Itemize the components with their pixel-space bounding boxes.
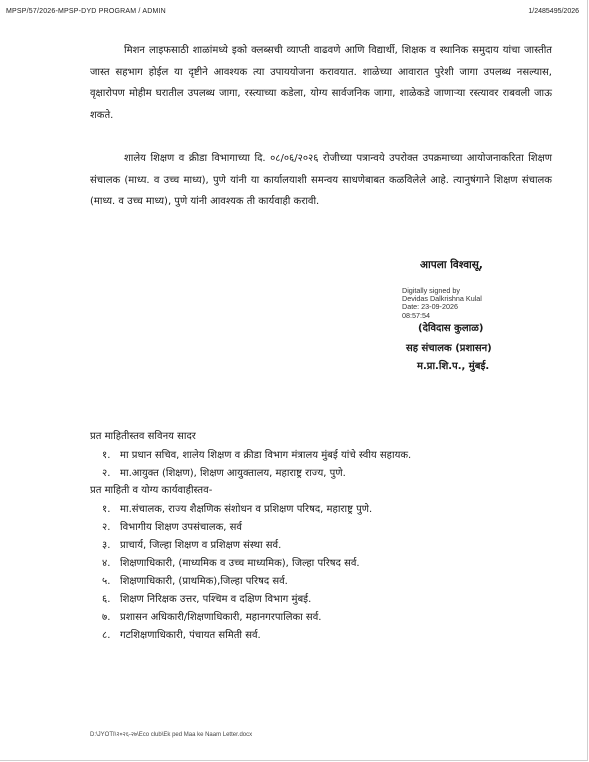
list-item-number: ३. bbox=[102, 540, 111, 551]
list-item bbox=[102, 627, 261, 641]
list-item bbox=[102, 501, 372, 515]
closing-salutation: आपला विश्वासू, bbox=[420, 259, 483, 271]
reference-number: MPSP/57/2026-MPSP-DYD PROGRAM / ADMIN bbox=[6, 8, 166, 15]
list-item-number: २. bbox=[102, 468, 111, 479]
body-paragraph-2 bbox=[90, 148, 552, 213]
list-item-text: शिक्षण निरिक्षक उत्तर, पश्चिम व दक्षिण विभाग मुंबई. bbox=[120, 594, 312, 605]
list-item-text: प्राचार्य, जिल्हा शिक्षण व प्रशिक्षण संस्था सर्व. bbox=[120, 540, 282, 551]
list-item-text: गटशिक्षणाधिकारी, पंचायत समिती सर्व. bbox=[120, 630, 261, 641]
digital-line: Date: 23-09-2026 bbox=[402, 302, 458, 312]
list-item bbox=[102, 591, 311, 605]
list-item-number: ८. bbox=[102, 630, 111, 641]
paragraph-2-text: शालेय शिक्षण व क्रीडा विभागाच्या दि. ०८/०६/२०२६ रोजीच्या पत्रान्वये उपरोक्त उपक्रमाच्या आयोजनाकरिता शिक्षण संचालक (माध्य. व उच्च माध्य), पुणे यांनी या कार्यालयाशी समन्वय साधणेबाबत कळविलेले आहे. त्यानुषंगाने शिक्षण संचालक (माध्य. व उच्च माध्य), पुणे यांनी आवश्यक ती कार्यवाही करावी. bbox=[90, 153, 552, 207]
list-item bbox=[102, 609, 321, 623]
copy-info-title: प्रत माहितीस्तव सविनय सादर bbox=[90, 431, 196, 442]
list-item-text: शिक्षणाधिकारी, (माध्यमिक व उच्च माध्यमिक), जिल्हा परिषद सर्व. bbox=[120, 558, 360, 569]
paragraph-1-text: मिशन लाइफसाठी शाळांमध्ये इको क्लब्सची व्याप्ती वाढवणे आणि विद्यार्थी, शिक्षक व स्थानिक समुदाय यांचा जास्तीत जास्त सहभाग होईल या दृष्टीने आवश्यक त्या उपाययोजना करावयात. शाळेच्या आवारात पुरेशी जागा उपलब्ध नसल्यास, वृक्षारोपण मोहीम घरातील उपलब्ध जागा, रस्त्याच्या कडेला, योग्य सार्वजनिक जागा, शाळेकडे जाणाऱ्या रस्त्यावर राबवली जाऊ शकते. bbox=[90, 45, 552, 121]
list-item-number: ६. bbox=[102, 594, 111, 605]
digital-line: 08:57:54 bbox=[402, 310, 430, 320]
signatory-office: म.प्रा.शि.प., मुंबई. bbox=[417, 361, 490, 372]
list-item bbox=[102, 519, 242, 533]
list-item-number: २. bbox=[102, 522, 111, 533]
list-item-number: ५. bbox=[102, 576, 111, 587]
list-item-number: ४. bbox=[102, 558, 111, 569]
list-item-text: शिक्षणाधिकारी, (प्राथमिक),जिल्हा परिषद सर्व. bbox=[120, 576, 288, 587]
copy-action-title: प्रत माहिती व योग्य कार्यवाहीस्तव- bbox=[90, 485, 213, 496]
digital-line: Digitally signed by bbox=[402, 286, 460, 295]
list-item-text: मा प्रधान सचिव, शालेय शिक्षण व क्रीडा विभाग मंत्रालय मुंबई यांचे स्वीय सहायक. bbox=[120, 450, 412, 461]
page-counter: 1/2485495/2026 bbox=[528, 8, 579, 15]
list-item-text: मा.संचालक, राज्य शैक्षणिक संशोधन व प्रशिक्षण परिषद, महाराष्ट्र पुणे. bbox=[120, 504, 373, 515]
list-item bbox=[102, 573, 288, 587]
signatory-name: (देविदास कुलाळ) bbox=[418, 323, 484, 334]
digital-signature-stamp bbox=[402, 287, 512, 320]
list-item-text: मा.आयुक्त (शिक्षण), शिक्षण आयुक्तालय, महाराष्ट्र राज्य, पुणे. bbox=[120, 468, 346, 479]
list-item-number: १. bbox=[102, 450, 111, 461]
digital-line: Devidas Dalkrishna Kulal bbox=[402, 294, 482, 304]
list-item bbox=[102, 447, 411, 461]
list-item bbox=[102, 537, 281, 551]
list-item bbox=[102, 465, 346, 479]
signatory-designation: सह संचालक (प्रशासन) bbox=[406, 343, 492, 354]
list-item-number: ७. bbox=[102, 612, 111, 623]
file-path-footer: D:\JYOTI\२०२६-२७\Eco club\Ek ped Maa ke Naam Letter.docx bbox=[90, 732, 253, 738]
list-item bbox=[102, 555, 360, 569]
body-paragraph-1 bbox=[90, 40, 552, 126]
list-item-text: प्रशासन अधिकारी/शिक्षणाधिकारी, महानगरपालिका सर्व. bbox=[120, 612, 322, 623]
list-item-text: विभागीय शिक्षण उपसंचालक, सर्व bbox=[120, 522, 242, 533]
list-item-number: १. bbox=[102, 504, 111, 515]
